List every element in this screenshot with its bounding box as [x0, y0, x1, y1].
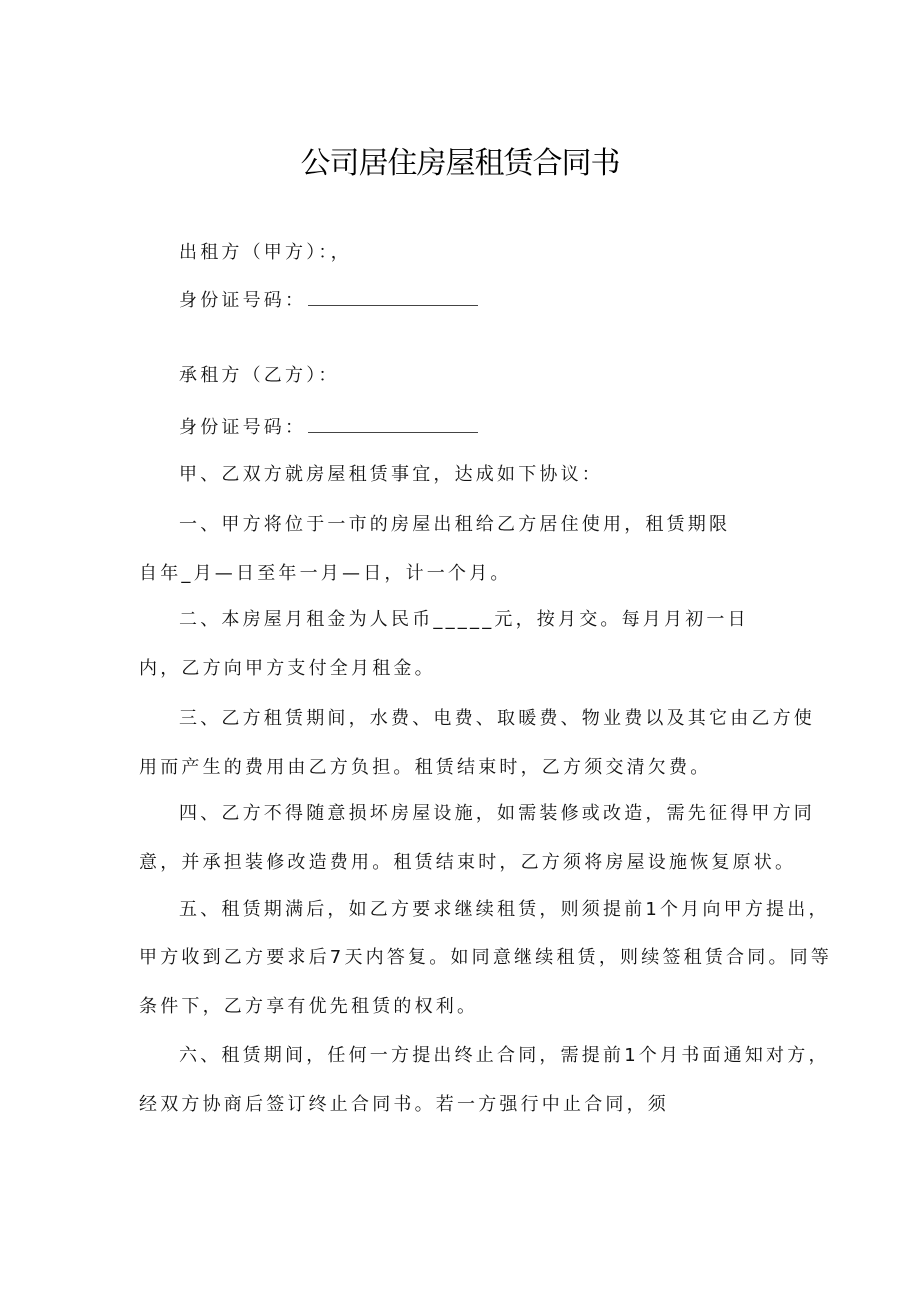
clause-5-line-2: 甲方收到乙方要求后7天内答复。如同意继续租赁，则续签租赁合同。同等	[139, 947, 833, 968]
clause-5-line-3: 条件下，乙方享有优先租赁的权利。	[139, 996, 479, 1017]
clause-1-line-1: 一、甲方将位于一市的房屋出租给乙方居住使用，租赁期限	[179, 514, 731, 535]
clause-2-line-1: 二、本房屋月租金为人民币_____元，按月交。每月月初一日	[179, 609, 749, 630]
clause-3-line-1: 三、乙方租赁期间，水费、电费、取暖费、物业费以及其它由乙方使	[179, 708, 815, 729]
clause-1-line-2: 自年_月—日至年一月—日，计一个月。	[139, 563, 512, 584]
clause-3-line-2: 用而产生的费用由乙方负担。租赁结束时，乙方须交清欠费。	[139, 757, 712, 778]
lessee-line: 承租方（乙方）：	[179, 365, 340, 386]
lessee-id-line	[179, 414, 478, 441]
clause-6-line-2: 经双方协商后签订终止合同书。若一方强行中止合同，须	[139, 1094, 669, 1115]
lessor-line: 出租方（甲方）：，	[179, 242, 352, 263]
clause-4-line-1: 四、乙方不得随意损坏房屋设施，如需装修或改造，需先征得甲方同	[179, 803, 815, 824]
lessor-id-blank	[308, 287, 478, 306]
document-title: 公司居住房屋租赁合同书	[300, 146, 620, 181]
clause-6-line-1: 六、租赁期间，任何一方提出终止合同，需提前1个月书面通知对方，	[179, 1045, 830, 1066]
clause-5-line-1: 五、租赁期满后，如乙方要求继续租赁，则须提前1个月向甲方提出，	[179, 899, 830, 920]
lessee-id-label: 身份证号码：	[179, 417, 307, 438]
lessor-id-line	[179, 287, 478, 314]
clause-4-line-2: 意，并承担装修改造费用。租赁结束时，乙方须将房屋设施恢复原状。	[139, 852, 797, 873]
intro-line: 甲、乙双方就房屋租赁事宜，达成如下协议：	[179, 464, 603, 485]
clause-2-line-2: 内，乙方向甲方支付全月租金。	[139, 658, 436, 679]
lessee-id-blank	[308, 414, 478, 433]
lessor-id-label: 身份证号码：	[179, 290, 307, 311]
